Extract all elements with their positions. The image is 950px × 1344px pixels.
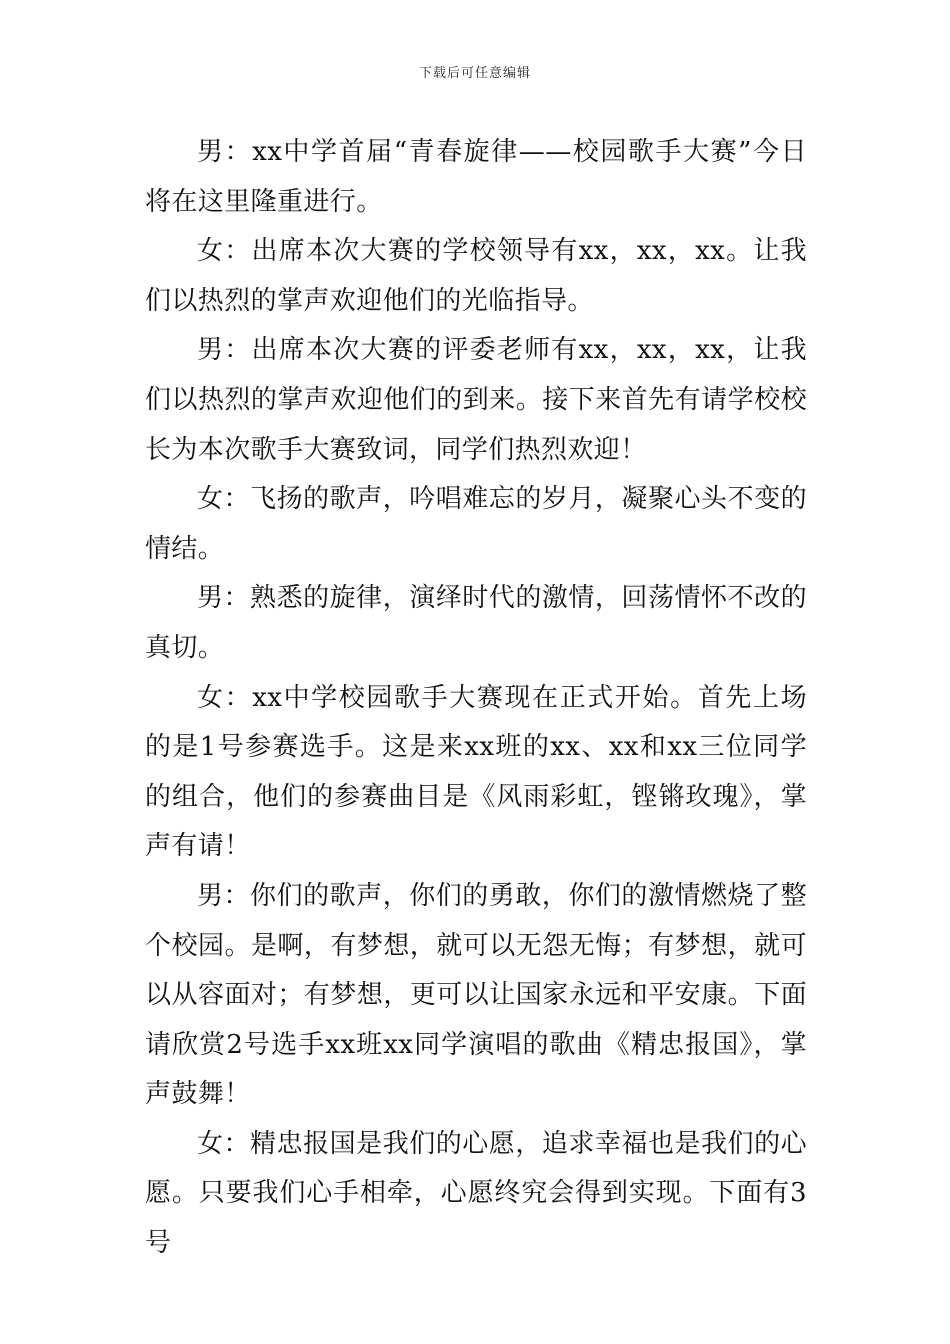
paragraph-8: 女：精忠报国是我们的心愿，追求幸福也是我们的心愿。只要我们心手相牵，心愿终究会得到实现。下面有3号 — [145, 1128, 807, 1259]
paragraph-6: 女：xx中学校园歌手大赛现在正式开始。首先上场的是1号参赛选手。这是来xx班的xx、xx和xx三位同学的组合，他们的参赛曲目是《风雨彩虹，铿锵玫瑰》，掌声有请！ — [145, 682, 807, 862]
paragraph-5: 男：熟悉的旋律，演绎时代的激情，回荡情怀不改的真切。 — [145, 583, 807, 663]
page-header-note: 下载后可任意编辑 — [418, 66, 531, 81]
paragraph-7: 男：你们的歌声，你们的勇敢，你们的激情燃烧了整个校园。是啊，有梦想，就可以无怨无悔；有梦想，就可以从容面对；有梦想，更可以让国家永远和平安康。下面请欣赏2号选手xx班xx同学演唱的歌曲《精忠报国》，掌声鼓舞！ — [145, 880, 807, 1110]
paragraph-1: 男：xx中学首届“青春旋律——校园歌手大赛”今日将在这里隆重进行。 — [145, 137, 807, 217]
paragraph-3: 男：出席本次大赛的评委老师有xx，xx，xx，让我们以热烈的掌声欢迎他们的到来。接下来首先有请学校校长为本次歌手大赛致词，同学们热烈欢迎！ — [145, 335, 807, 465]
paragraph-4: 女：飞扬的歌声，吟唱难忘的岁月，凝聚心头不变的情结。 — [145, 484, 807, 564]
document-body — [145, 128, 807, 1269]
paragraph-2: 女：出席本次大赛的学校领导有xx，xx，xx。让我们以热烈的掌声欢迎他们的光临指导。 — [145, 236, 807, 316]
